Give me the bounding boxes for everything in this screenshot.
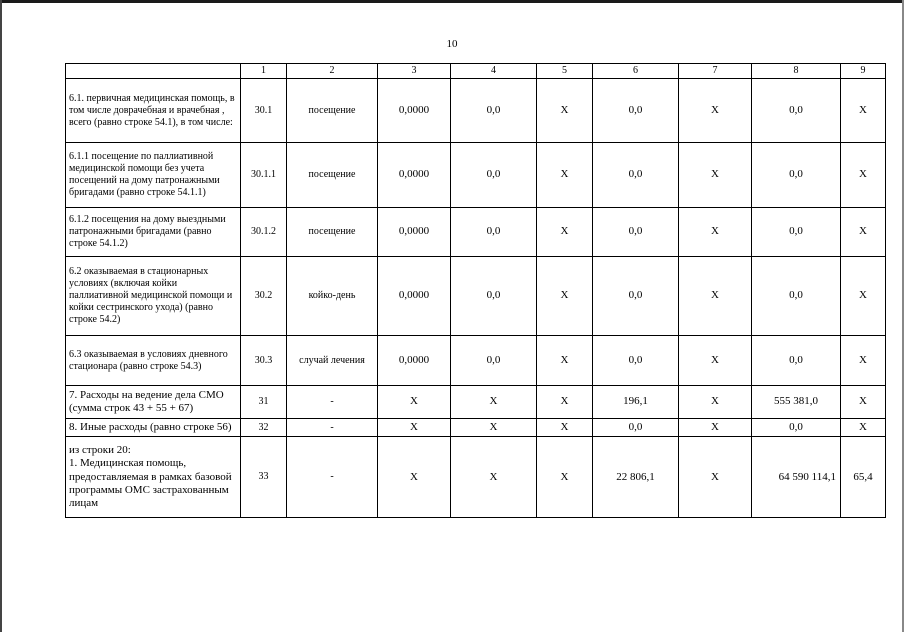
row-label: 6.3 оказываемая в условиях дневного стационара (равно строке 54.3) <box>66 336 241 386</box>
cell: 0,0 <box>593 257 679 336</box>
row-code: 30.2 <box>241 257 287 336</box>
table-row <box>66 208 886 257</box>
row-code: 30.1 <box>241 79 287 143</box>
cell: 0,0 <box>593 79 679 143</box>
scan-edge-left <box>0 0 2 632</box>
column-header <box>66 64 241 79</box>
row-unit: посещение <box>287 208 378 257</box>
column-header: 6 <box>593 64 679 79</box>
cell: X <box>451 419 537 437</box>
table-row <box>66 419 886 437</box>
expenses-table <box>65 63 886 518</box>
column-header: 5 <box>537 64 593 79</box>
row-label: 6.2 оказываемая в стационарных условиях (включая койки паллиативной медицинской помощи и койки сестринского ухода) (равно строке 54.2) <box>66 257 241 336</box>
cell: 0,0 <box>752 336 841 386</box>
cell: X <box>679 208 752 257</box>
row-code: 31 <box>241 386 287 419</box>
cell: X <box>537 208 593 257</box>
cell: X <box>378 419 451 437</box>
cell: 65,4 <box>841 437 886 518</box>
row-code: 32 <box>241 419 287 437</box>
cell: 0,0 <box>752 143 841 208</box>
cell: 0,0 <box>593 336 679 386</box>
row-label <box>66 437 241 518</box>
column-header: 7 <box>679 64 752 79</box>
cell: 0,0 <box>593 143 679 208</box>
cell: 0,0 <box>451 208 537 257</box>
row-unit: - <box>287 419 378 437</box>
cell: 0,0 <box>451 257 537 336</box>
row-unit: посещение <box>287 79 378 143</box>
cell: X <box>537 257 593 336</box>
row-code: 30.3 <box>241 336 287 386</box>
table-row <box>66 257 886 336</box>
cell: X <box>679 79 752 143</box>
cell: X <box>841 419 886 437</box>
cell: 0,0 <box>451 79 537 143</box>
cell: 0,0000 <box>378 79 451 143</box>
cell: 0,0000 <box>378 143 451 208</box>
cell: 64 590 114,1 <box>752 437 841 518</box>
cell: X <box>841 336 886 386</box>
table-row <box>66 386 886 419</box>
cell: 0,0 <box>593 208 679 257</box>
cell: 196,1 <box>593 386 679 419</box>
cell: X <box>378 386 451 419</box>
cell: X <box>537 386 593 419</box>
cell: X <box>841 79 886 143</box>
cell: X <box>451 437 537 518</box>
cell: X <box>537 143 593 208</box>
cell: 555 381,0 <box>752 386 841 419</box>
cell: X <box>537 419 593 437</box>
cell: 0,0000 <box>378 336 451 386</box>
table-row <box>66 336 886 386</box>
row-unit: койко-день <box>287 257 378 336</box>
cell: X <box>841 386 886 419</box>
row-code: 30.1.2 <box>241 208 287 257</box>
row-code: 30.1.1 <box>241 143 287 208</box>
cell: X <box>679 437 752 518</box>
row-label-text: 1. Медицинская помощь, предоставляемая в рамках базовой программы ОМС застрахованным лицам <box>69 457 232 509</box>
cell: X <box>841 143 886 208</box>
cell: 0,0 <box>752 257 841 336</box>
cell: 0,0 <box>593 419 679 437</box>
row-unit: случай лечения <box>287 336 378 386</box>
row-unit: посещение <box>287 143 378 208</box>
table-row <box>66 79 886 143</box>
row-label: 8. Иные расходы (равно строке 56) <box>66 419 241 437</box>
cell: 0,0 <box>451 336 537 386</box>
cell: X <box>378 437 451 518</box>
column-header: 9 <box>841 64 886 79</box>
row-unit: - <box>287 386 378 419</box>
cell: 0,0 <box>752 79 841 143</box>
column-header: 8 <box>752 64 841 79</box>
cell: X <box>537 336 593 386</box>
cell: X <box>679 336 752 386</box>
cell: 0,0 <box>752 419 841 437</box>
cell: X <box>679 143 752 208</box>
cell: X <box>841 257 886 336</box>
table-row <box>66 437 886 518</box>
column-header: 3 <box>378 64 451 79</box>
row-label: 6.1. первичная медицинская помощь, в том числе доврачебная и врачебная , всего (равно строке 54.1), в том числе: <box>66 79 241 143</box>
cell: X <box>679 386 752 419</box>
column-header: 4 <box>451 64 537 79</box>
cell: 0,0 <box>451 143 537 208</box>
row-label: 6.1.1 посещение по паллиативной медицинской помощи без учета посещений на дому патронажными бригадами (равно строке 54.1.1) <box>66 143 241 208</box>
header-row <box>66 64 886 79</box>
row-unit: - <box>287 437 378 518</box>
row-label: 6.1.2 посещения на дому выездными патронажными бригадами (равно строке 54.1.2) <box>66 208 241 257</box>
cell: X <box>679 419 752 437</box>
cell: X <box>537 79 593 143</box>
cell: 22 806,1 <box>593 437 679 518</box>
row-label: 7. Расходы на ведение дела СМО (сумма строк 43 + 55 + 67) <box>66 386 241 419</box>
cell: 0,0000 <box>378 208 451 257</box>
row-label-prefix: из строки 20: <box>69 444 131 457</box>
cell: X <box>679 257 752 336</box>
scan-edge-top <box>0 0 904 3</box>
column-header: 1 <box>241 64 287 79</box>
cell: X <box>537 437 593 518</box>
cell: 0,0000 <box>378 257 451 336</box>
cell: X <box>451 386 537 419</box>
page-number: 10 <box>446 38 458 50</box>
table-row <box>66 143 886 208</box>
cell: X <box>841 208 886 257</box>
column-header: 2 <box>287 64 378 79</box>
cell: 0,0 <box>752 208 841 257</box>
row-code: 33 <box>241 437 287 518</box>
